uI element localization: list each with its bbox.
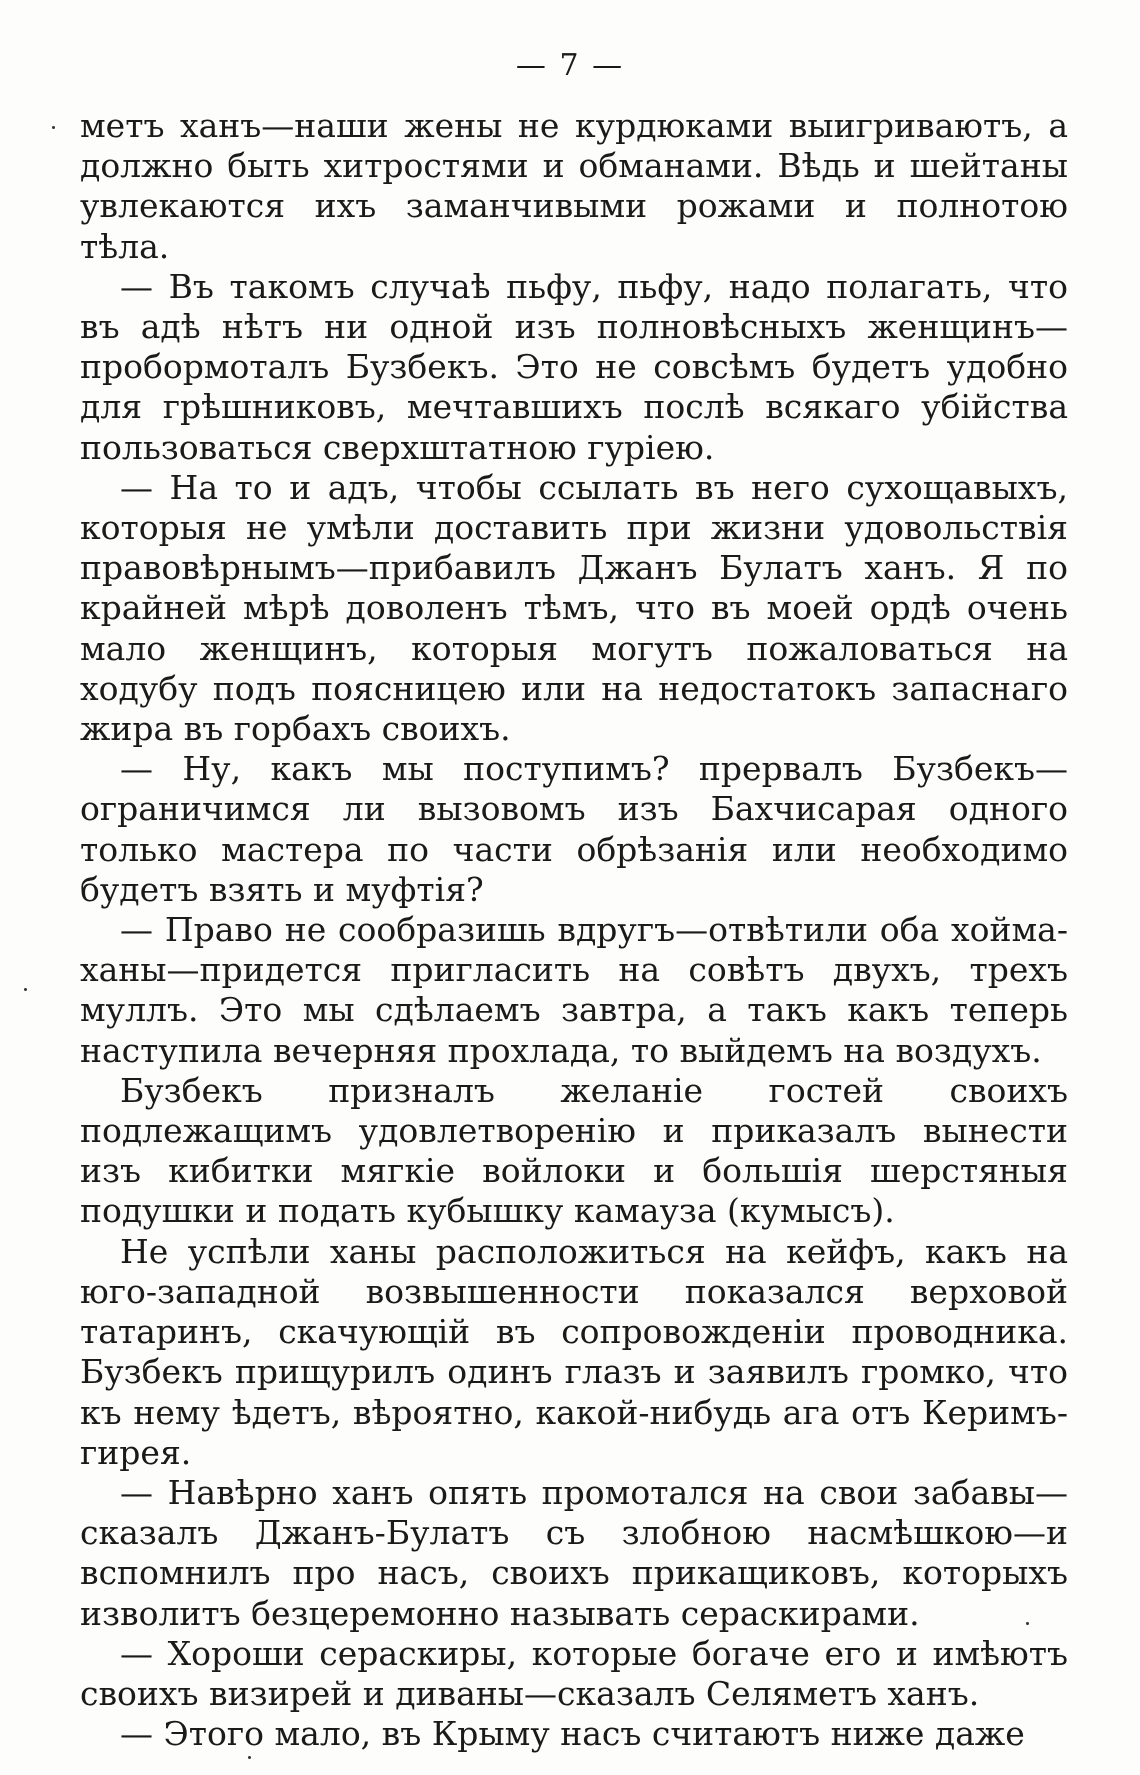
body-text — [80, 106, 1068, 1754]
paragraph: Не успѣли ханы расположиться на кейфъ, какъ на юго-западной возвышенности показался верховой татаринъ, скачующій въ сопровожденіи проводника. Бузбекъ прищурилъ одинъ глазъ и заявилъ громко, что къ нему ѣдетъ, вѣроятно, какой-нибудь ага отъ Керимъ-гирея. — [80, 1231, 1068, 1472]
paragraph: — Хороши сераскиры, которые богаче его и имѣютъ своихъ визирей и диваны—сказалъ Селяметъ ханъ. — [80, 1633, 1068, 1713]
paragraph: метъ ханъ—наши жены не курдюками выигриваютъ, а должно быть хитростями и обманами. Вѣдь и шейтаны увлекаются ихъ заманчивыми рожами и полнотою тѣла. — [80, 106, 1068, 266]
page-number: — 7 — — [515, 48, 625, 83]
ink-speck — [52, 126, 55, 129]
paragraph: — Ну, какъ мы поступимъ? прервалъ Бузбекъ—ограничимся ли вызовомъ изъ Бахчисарая одного только мастера по части обрѣзанія или необходимо будетъ взять и муфтія? — [80, 749, 1068, 909]
paragraph: — На то и адъ, чтобы ссылать въ него сухощавыхъ, которыя не умѣли доставить при жизни удовольствія правовѣрнымъ—прибавилъ Джанъ Булатъ ханъ. Я по крайней мѣрѣ доволенъ тѣмъ, что въ моей ордѣ очень мало женщинъ, которыя могутъ пожаловаться на ходубу подъ поясницею или на недостатокъ запаснаго жира въ горбахъ своихъ. — [80, 467, 1068, 749]
paragraph: — Этого мало, въ Крыму насъ считаютъ ниже даже — [120, 1714, 1025, 1754]
paragraph: — Право не сообразишь вдругъ—отвѣтили оба хойма-ханы—придется пригласить на совѣтъ двухъ, трехъ муллъ. Это мы сдѣлаемъ завтра, а такъ какъ теперь наступила вечерняя прохлада, то выйдемъ на воздухъ. — [80, 910, 1068, 1070]
paragraph: — Навѣрно ханъ опять промотался на свои забавы—сказалъ Джанъ-Булатъ съ злобною насмѣшкою—и вспомнилъ про насъ, своихъ прикащиковъ, которыхъ изволитъ безцеремонно называть сераскирами. — [80, 1472, 1068, 1633]
ink-speck — [24, 988, 27, 991]
ink-speck — [248, 1756, 251, 1759]
paragraph: — Въ такомъ случаѣ пьфу, пьфу, надо полагать, что въ адѣ нѣтъ ни одной изъ полновѣсныхъ женщинъ—пробормоталъ Бузбекъ. Это не совсѣмъ будетъ удобно для грѣшниковъ, мечтавшихъ послѣ всякаго убійства пользоваться сверхштатною гуріею. — [80, 266, 1068, 467]
paragraph: Бузбекъ призналъ желаніе гостей своихъ подлежащимъ удовлетворенію и приказалъ вынести изъ кибитки мягкіе войлоки и большія шерстяныя подушки и подать кубышку камауза (кумысъ). — [80, 1070, 1068, 1231]
